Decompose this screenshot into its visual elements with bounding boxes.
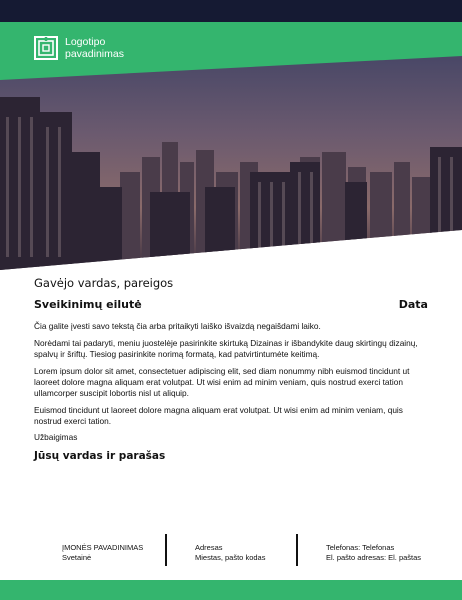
paragraph: Euismod tincidunt ut laoreet dolore magna aliquam erat volutpat. Ut wisi enim ad minim veniam, quis nostrud exerci tation. bbox=[34, 405, 403, 426]
company-name: ĮMONĖS PAVADINIMAS bbox=[62, 543, 144, 552]
closing: Užbaigimas bbox=[34, 432, 78, 442]
address-label: Adresas bbox=[195, 543, 223, 552]
footer-divider bbox=[296, 534, 298, 566]
website: Svetainė bbox=[62, 553, 92, 562]
email: El. pašto adresas: El. paštas bbox=[326, 553, 422, 562]
logo-text: Logotipo pavadinimas bbox=[65, 36, 124, 60]
bottom-bar bbox=[0, 580, 462, 600]
logo bbox=[34, 36, 135, 60]
footer-contact bbox=[326, 543, 421, 563]
footer-company bbox=[62, 543, 143, 563]
maze-logo-icon bbox=[34, 36, 58, 60]
letter-body bbox=[34, 321, 426, 433]
phone: Telefonas: Telefonas bbox=[326, 543, 395, 552]
signature: Jūsų vardas ir parašas bbox=[34, 450, 166, 462]
greeting-line: Sveikinimų eilutė bbox=[34, 298, 142, 311]
paragraph: Lorem ipsum dolor sit amet, consectetuer adipiscing elit, sed diam nonummy nibh euismod tincidunt ut laoreet dolore magna aliquam erat volutpat. Ut wisi enim ad minim veniam, quis nostrud exerci tation ullamcorper suscipit lobortis nisl ut aliquip. bbox=[34, 366, 410, 398]
top-bar bbox=[0, 0, 462, 22]
footer-divider bbox=[165, 534, 167, 566]
paragraph: Čia galite įvesti savo tekstą čia arba pritaikyti laiško išvaizdą negaišdami laiko. bbox=[34, 321, 321, 331]
paragraph: Norėdami tai padaryti, meniu juostelėje pasirinkite skirtuką Dizainas ir išbandykite daug skirtingų dizainų, spalvų ir šriftų. Tiesiog pasirinkite norimą formatą, kad patvirtintumėte keitimą. bbox=[34, 338, 418, 359]
footer-address bbox=[195, 543, 265, 563]
recipient-name: Gavėjo vardas, pareigos bbox=[34, 276, 174, 290]
address-value: Miestas, pašto kodas bbox=[195, 553, 266, 562]
date: Data bbox=[398, 298, 428, 311]
